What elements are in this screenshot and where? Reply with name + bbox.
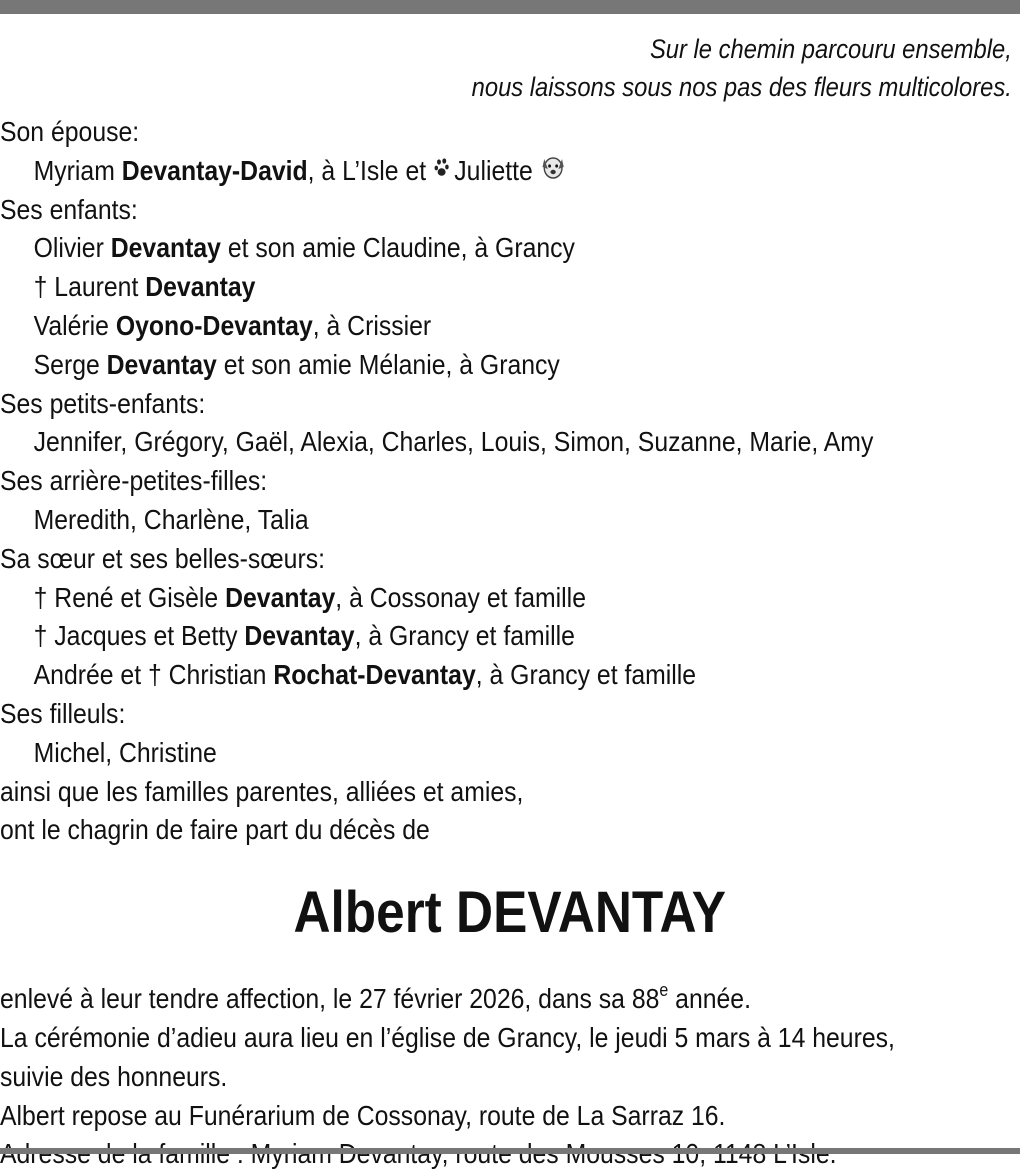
- godchildren-heading: Ses filleuls:: [0, 697, 126, 729]
- paw-icon: [433, 153, 454, 192]
- grandchildren-heading: Ses petits-enfants:: [0, 387, 206, 419]
- great-grandchildren-names: Meredith, Charlène, Talia: [33, 503, 309, 535]
- death-line-text: enlevé à leur tendre affection, le 27 février 2026, dans sa 88: [0, 983, 660, 1015]
- child-surname: Devantay: [106, 348, 217, 380]
- obituary-body: [0, 113, 1009, 1174]
- child-prefix: Serge: [33, 348, 100, 380]
- deceased-name: Albert DEVANTAY: [293, 880, 727, 946]
- child-prefix: Valérie: [33, 309, 109, 341]
- bottom-rule: [0, 1148, 1020, 1154]
- child-line: [0, 307, 1009, 346]
- sibling-suffix: , à Cossonay et famille: [335, 581, 586, 613]
- epigraph-line-2: nous laissons sous nos pas des fleurs multicolores.: [471, 72, 1012, 102]
- epigraph-line-1: Sur le chemin parcouru ensemble,: [650, 34, 1012, 64]
- child-suffix: et son amie Claudine, à Grancy: [227, 232, 575, 264]
- sibling-line: [0, 656, 1009, 695]
- great-grandchildren-heading: Ses arrière-petites-filles:: [0, 465, 268, 497]
- spouse-first-name: Myriam: [33, 154, 115, 186]
- ceremony-line-1: La cérémonie d’adieu aura lieu en l’église de Grancy, le jeudi 5 mars à 14 heures,: [0, 1021, 895, 1053]
- sibling-prefix: † René et Gisèle: [33, 581, 219, 613]
- children-heading: Ses enfants:: [0, 193, 138, 225]
- grandchildren-names: Jennifer, Grégory, Gaël, Alexia, Charles, Louis, Simon, Suzanne, Marie, Amy: [33, 426, 874, 458]
- sibling-line: [0, 579, 1009, 618]
- siblings-heading: Sa sœur et ses belles-sœurs:: [0, 542, 325, 574]
- ceremony-line-2: suivie des honneurs.: [0, 1060, 228, 1092]
- closing-line-1: ainsi que les familles parentes, alliées et amies,: [0, 775, 524, 807]
- sibling-surname: Rochat-Devantay: [273, 659, 476, 691]
- godchildren-names: Michel, Christine: [33, 736, 217, 768]
- pet-name: Juliette: [454, 154, 533, 186]
- sibling-suffix: , à Grancy et famille: [475, 659, 697, 691]
- spouse-heading: Son épouse:: [0, 116, 140, 147]
- sibling-surname: Devantay: [244, 620, 355, 652]
- family-address-line: [0, 1135, 1009, 1174]
- deceased-name-block: [0, 850, 1009, 980]
- child-suffix: , à Crissier: [312, 309, 432, 341]
- child-line: [0, 346, 1009, 385]
- child-surname: Oyono-Devantay: [115, 309, 313, 341]
- epigraph: [472, 30, 1012, 106]
- spouse-place: , à L’Isle et: [307, 154, 427, 186]
- child-surname: Devantay: [145, 271, 256, 303]
- spouse-line: [0, 152, 1009, 191]
- sibling-surname: Devantay: [225, 581, 336, 613]
- rest-place-line: Albert repose au Funérarium de Cossonay, route de La Sarraz 16.: [0, 1099, 726, 1131]
- sibling-line: [0, 617, 1009, 656]
- ordinal-suffix: e: [659, 980, 669, 1001]
- spouse-surname: Devantay-David: [121, 154, 308, 186]
- child-prefix: Olivier: [33, 232, 104, 264]
- closing-line-2: ont le chagrin de faire part du décès de: [0, 814, 430, 846]
- child-suffix: et son amie Mélanie, à Grancy: [223, 348, 560, 380]
- child-line: [0, 268, 1009, 307]
- child-line: [0, 229, 1009, 268]
- sibling-suffix: , à Grancy et famille: [354, 620, 575, 652]
- dog-icon: [540, 153, 567, 192]
- child-surname: Devantay: [110, 232, 221, 264]
- sibling-prefix: Andrée et † Christian: [33, 659, 267, 691]
- death-line-end: année.: [668, 983, 751, 1015]
- sibling-prefix: † Jacques et Betty: [33, 620, 238, 652]
- child-prefix: † Laurent: [33, 271, 139, 303]
- top-rule: [0, 0, 1020, 14]
- death-line: [0, 980, 1009, 1019]
